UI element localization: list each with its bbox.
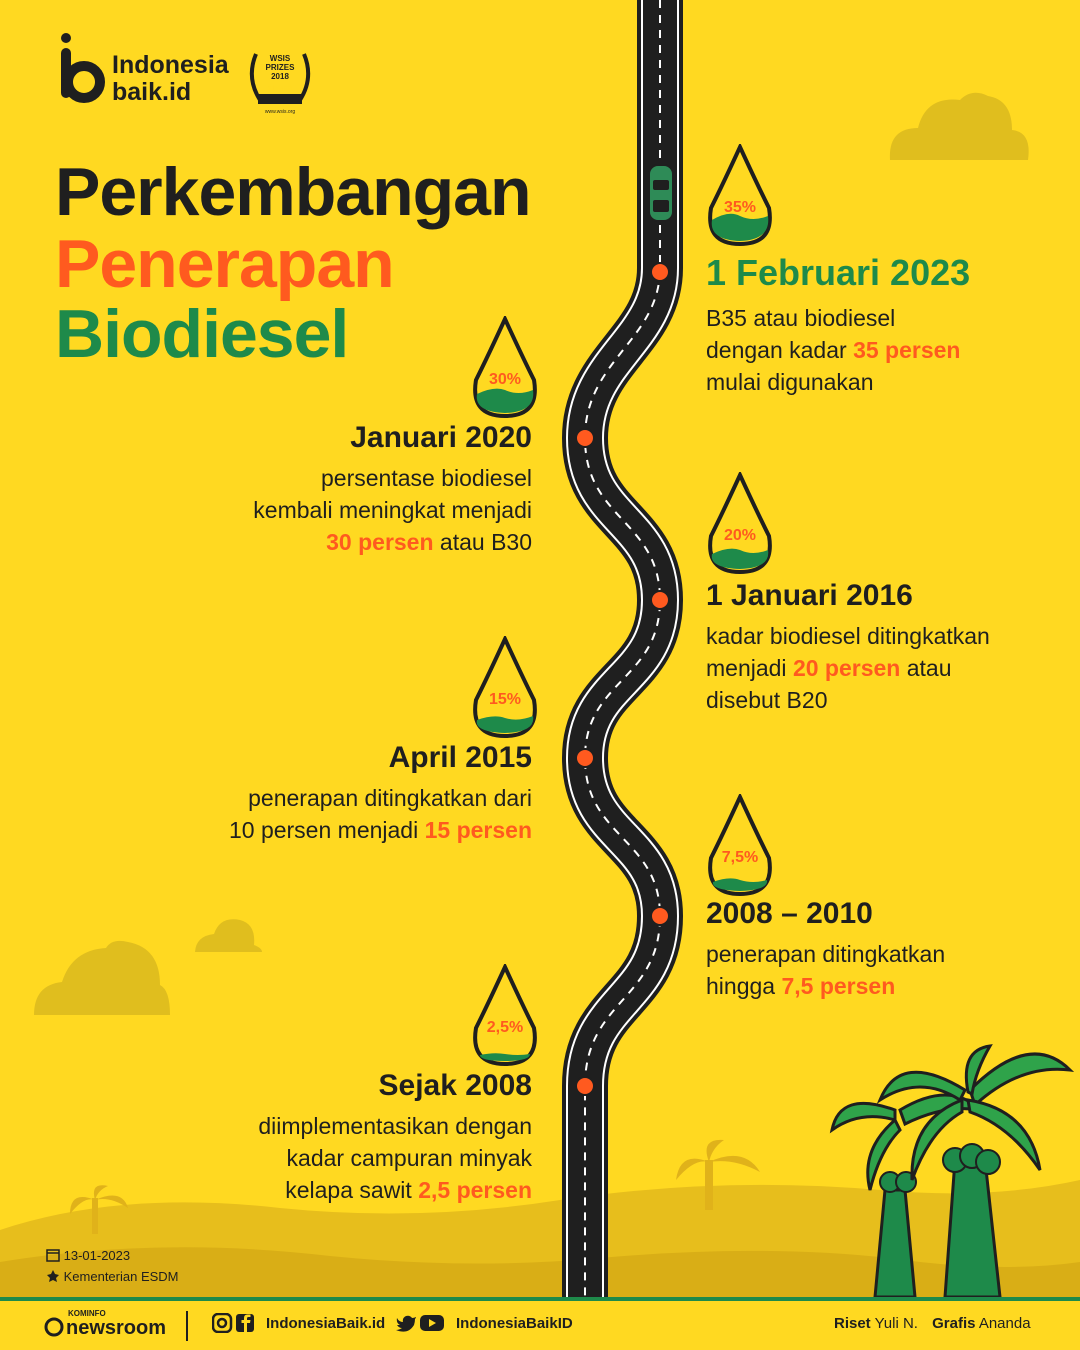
kominfo-label: KOMINFO <box>68 1309 106 1318</box>
title-line3: Biodiesel <box>55 296 349 372</box>
brand-name-line2: baik.id <box>112 78 192 106</box>
instagram-facebook-icon[interactable] <box>212 1313 256 1333</box>
text: atau B30 <box>433 529 532 555</box>
event-line <box>253 526 532 558</box>
social-handle-id[interactable]: IndonesiaBaikID <box>456 1315 573 1332</box>
wsis-award-badge <box>244 44 316 123</box>
event-line: penerapan ditingkatkan dari <box>248 785 532 811</box>
oil-drop-icon <box>705 794 775 899</box>
event-title: 2008 – 2010 <box>706 897 873 930</box>
event-title: 1 Februari 2023 <box>706 252 971 293</box>
award-line1: WSIS <box>269 54 291 63</box>
source-text: Kementerian ESDM <box>63 1269 179 1284</box>
riset-label: Riset <box>834 1315 871 1332</box>
drop-20 <box>705 472 775 577</box>
event-title: Sejak 2008 <box>378 1069 532 1102</box>
event-line <box>258 1174 532 1206</box>
event-line: kembali meningkat menjadi <box>253 497 532 523</box>
grafis-name: Ananda <box>978 1315 1031 1332</box>
award-text <box>260 54 300 94</box>
drop-percent: 15% <box>488 691 522 708</box>
data-source <box>46 1269 179 1284</box>
drop-15 <box>470 636 540 741</box>
source-icon <box>46 1269 60 1283</box>
event-title: 1 Januari 2016 <box>706 579 913 612</box>
drop-7-5 <box>705 794 775 899</box>
drop-percent: 30% <box>488 371 522 388</box>
brand-name <box>112 52 229 106</box>
event-line <box>706 970 945 1002</box>
award-line2: PRIZES <box>265 63 295 72</box>
event-2016 <box>706 578 990 716</box>
event-title: Januari 2020 <box>350 421 532 454</box>
event-line: disebut B20 <box>706 687 828 713</box>
event-2008 <box>258 1068 532 1206</box>
text: hingga <box>706 973 782 999</box>
highlight: 2,5 persen <box>418 1177 532 1203</box>
grafis-label: Grafis <box>932 1315 976 1332</box>
title-line2: Penerapan <box>55 226 394 302</box>
twitter-youtube-icon[interactable] <box>396 1313 444 1333</box>
oil-drop-icon <box>470 964 540 1069</box>
drop-percent: 7,5% <box>721 849 759 866</box>
brand-name-line1: Indonesia <box>112 51 229 79</box>
event-2015 <box>229 740 532 846</box>
drop-35 <box>705 144 775 249</box>
event-2023 <box>706 252 970 398</box>
event-line: persentase biodiesel <box>321 465 532 491</box>
text: dengan kadar <box>706 337 854 363</box>
text: atau <box>900 655 952 681</box>
event-2020 <box>253 420 532 558</box>
text: mulai digunakan <box>706 369 874 395</box>
drop-percent: 2,5% <box>486 1019 524 1036</box>
highlight: 7,5 persen <box>781 973 896 999</box>
car-icon <box>649 165 673 221</box>
event-line <box>706 366 970 398</box>
highlight: 15 persen <box>424 817 532 843</box>
cloud-left <box>34 941 170 1015</box>
oil-drop-icon <box>705 472 775 577</box>
oil-drop-icon <box>470 636 540 741</box>
event-title: April 2015 <box>388 741 532 774</box>
event-line: kadar biodiesel ditingkatkan <box>706 623 990 649</box>
newsroom-label: newsroom <box>66 1317 167 1339</box>
drop-percent: 20% <box>723 527 757 544</box>
award-line3: 2018 <box>271 72 289 81</box>
event-line: B35 atau biodiesel <box>706 305 896 331</box>
award-url: www.wsis.org <box>264 109 296 115</box>
award-badge: WINNER <box>267 86 293 92</box>
text: menjadi <box>706 655 793 681</box>
calendar-icon <box>46 1248 60 1262</box>
date-text: 13-01-2023 <box>63 1248 131 1263</box>
indonesiabaik-logo-icon <box>58 32 108 104</box>
oil-drop-icon <box>705 144 775 249</box>
highlight: 20 persen <box>792 655 901 681</box>
drop-2-5 <box>470 964 540 1069</box>
cloud-small <box>195 919 262 952</box>
publish-date <box>46 1248 130 1263</box>
text: 10 persen menjadi <box>228 817 425 843</box>
event-line: kadar campuran minyak <box>286 1145 532 1171</box>
event-line <box>706 652 990 684</box>
drop-percent: 35% <box>723 199 757 216</box>
footer-divider <box>186 1311 188 1341</box>
event-line <box>706 334 970 366</box>
oil-drop-icon <box>470 316 540 421</box>
footer-bar <box>0 1297 1080 1350</box>
highlight: 30 persen <box>326 529 434 555</box>
highlight: 35 persen <box>853 337 961 363</box>
title-line1: Perkembangan <box>55 154 531 230</box>
event-line <box>229 814 532 846</box>
cloud-top-right <box>890 93 1029 160</box>
drop-30 <box>470 316 540 421</box>
credits <box>834 1315 1031 1332</box>
event-line: diimplementasikan dengan <box>258 1113 532 1139</box>
text: kelapa sawit <box>285 1177 419 1203</box>
kominfo-logo-icon <box>44 1317 64 1337</box>
social-handle-web[interactable]: IndonesiaBaik.id <box>266 1315 386 1332</box>
event-2008-2010 <box>706 896 945 1002</box>
event-line: penerapan ditingkatkan <box>706 941 946 967</box>
riset-name: Yuli N. <box>874 1315 918 1332</box>
